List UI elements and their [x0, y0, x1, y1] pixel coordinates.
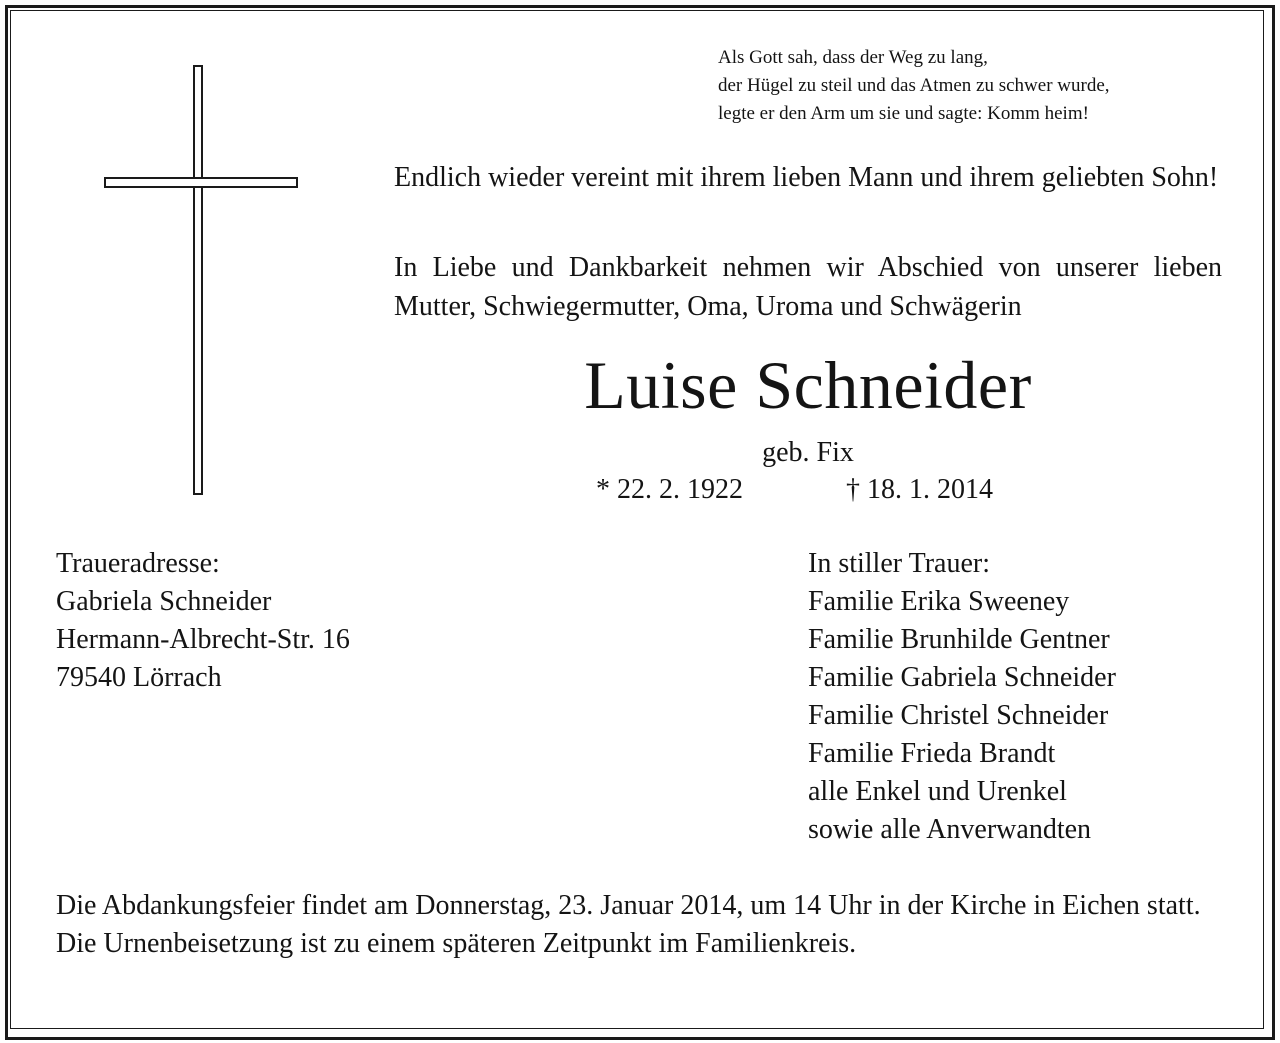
mourner-entry: Familie Erika Sweeney — [808, 586, 1070, 617]
mourner-entry: Familie Gabriela Schneider — [808, 662, 1116, 693]
mourners-list — [808, 545, 1116, 849]
mourners-heading: In stiller Trauer: — [808, 548, 990, 579]
cross-center — [195, 177, 201, 188]
cross-horizontal-bar — [104, 177, 298, 188]
ceremony-details: Die Abdankungsfeier findet am Donnerstag, 23. Januar 2014, um 14 Uhr in der Kirche in Eichen statt. — [56, 890, 1201, 921]
poem — [718, 44, 1238, 128]
maiden-name: geb. Fix — [762, 437, 854, 468]
ceremony-info — [56, 887, 1226, 963]
mourning-address — [56, 545, 350, 697]
mourner-entry: sowie alle Anverwandten — [808, 814, 1092, 845]
death-date: † 18. 1. 2014 — [846, 474, 993, 505]
cross-vertical-bar — [193, 65, 203, 495]
address-line: Gabriela Schneider — [56, 586, 272, 617]
address-heading: Traueradresse: — [56, 548, 220, 579]
address-line: 79540 Lörrach — [56, 662, 222, 693]
urn-burial-note: Die Urnenbeisetzung ist zu einem späteren Zeitpunkt im Familienkreis. — [56, 928, 857, 959]
mourner-entry: Familie Frieda Brandt — [808, 738, 1056, 769]
birth-date: * 22. 2. 1922 — [596, 474, 743, 505]
poem-line: der Hügel zu steil und das Atmen zu schwer wurde, — [718, 75, 1110, 96]
mourner-entry: Familie Christel Schneider — [808, 700, 1109, 731]
poem-line: legte er den Arm um sie und sagte: Komm heim! — [718, 103, 1089, 124]
mourner-entry: alle Enkel und Urenkel — [808, 776, 1067, 807]
mourner-entry: Familie Brunhilde Gentner — [808, 624, 1110, 655]
intro-farewell-text: In Liebe und Dankbarkeit nehmen wir Abschied von unserer lieben Mutter, Schwiegermutter, Oma, Uroma und Schwägerin — [394, 252, 1222, 322]
deceased-name: Luise Schneider — [584, 347, 1032, 423]
intro-reunion-text: Endlich wieder vereint mit ihrem lieben Mann und ihrem geliebten Sohn! — [394, 162, 1219, 193]
poem-line: Als Gott sah, dass der Weg zu lang, — [718, 47, 988, 68]
address-line: Hermann-Albrecht-Str. 16 — [56, 624, 350, 655]
